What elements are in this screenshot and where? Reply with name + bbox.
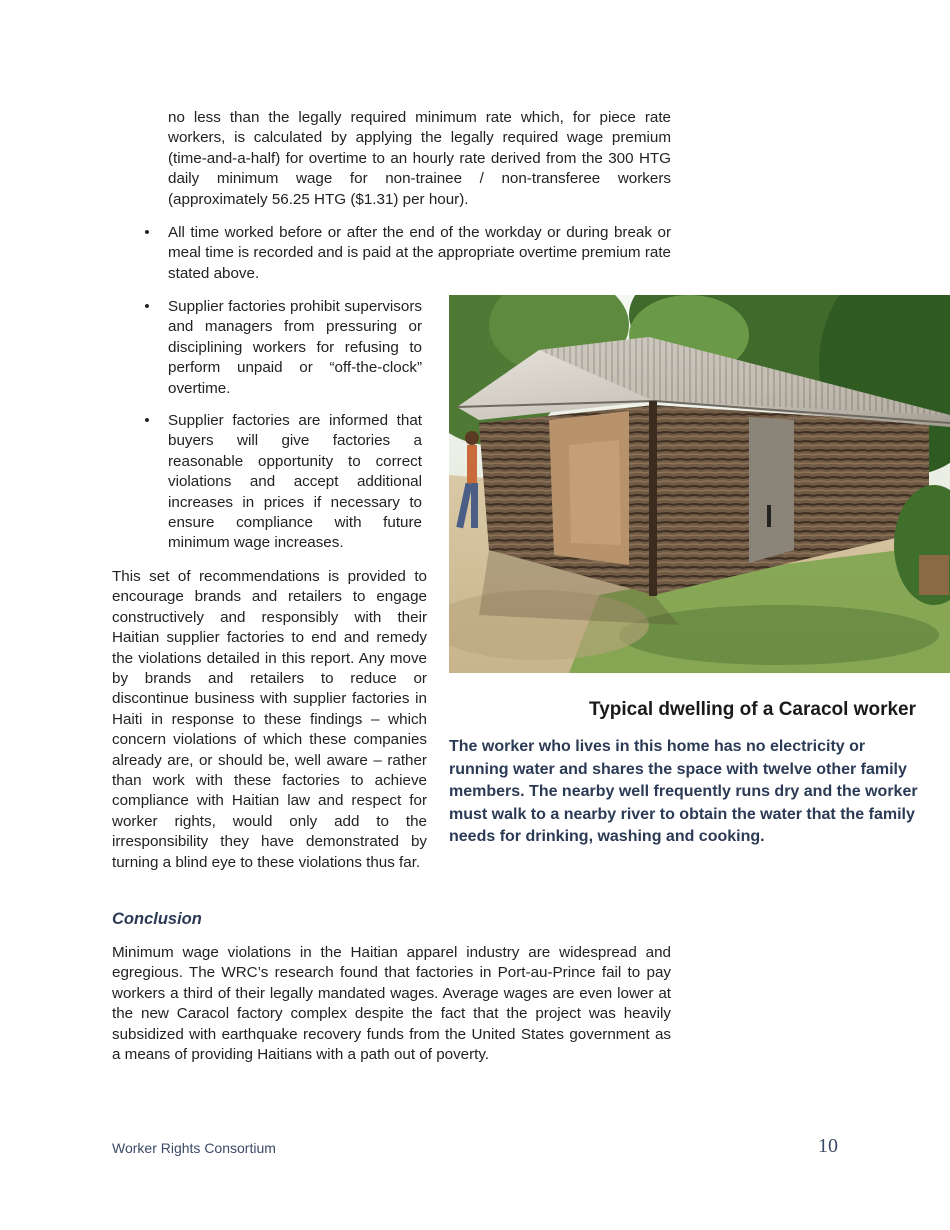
page-number: 10 xyxy=(818,1135,838,1157)
section-heading: Conclusion xyxy=(112,910,202,928)
recommendations-paragraph: This set of recommendations is provided to encourage brands and retailers to engage constructively and responsibly with their Haitian supplier factories to end and remedy the violations detailed in this report. Any move by brands and retailers to reduce or discontinue business with supplier factories in Haiti in response to these findings – which concern violations of which these companies already are, or should be, well aware – rather than work with these factories to achieve compliance with Haitian law and respect for worker rights, would only add to the irresponsibility they have demonstrated by turning a blind eye to these violations thus far. xyxy=(112,568,427,871)
figure-title: Typical dwelling of a Caracol worker xyxy=(589,699,916,720)
bullet-text: Supplier factories are informed that buyers will give factories a reasonable opportunity to correct violations and accept additional increases in prices if necessary to ensure compliance with future minimum wage increases. xyxy=(168,412,422,552)
bullet-item xyxy=(144,223,671,284)
bullet-item xyxy=(144,411,422,554)
bullet-item xyxy=(144,297,422,399)
continuation-paragraph: no less than the legally required minimum rate which, for piece rate workers, is calculated by applying the legally required wage premium (time-and-a-half) for overtime to an hourly rate derived from the 300 HTG daily minimum wage for non-trainee / non-transferee workers (approximately 56.25 HTG ($1.31) per hour). xyxy=(168,109,671,208)
bullet-text: All time worked before or after the end of the workday or during break or meal time is recorded and is paid at the appropriate overtime premium rate stated above. xyxy=(168,224,671,282)
bullet-marker: • xyxy=(144,412,150,429)
bullet-text: Supplier factories prohibit supervisors and managers from pressuring or disciplining workers for refusing to perform unpaid or “off-the-clock” overtime. xyxy=(168,298,422,397)
bullet-marker: • xyxy=(144,298,150,315)
figure-caption: The worker who lives in this home has no electricity or running water and shares the space with twelve other family members. The nearby well frequently runs dry and the worker must walk to a nearby river to obtain the water that the family needs for drinking, washing and cooking. xyxy=(449,738,918,845)
dwelling-photo xyxy=(449,295,950,673)
dwelling-illustration xyxy=(449,295,950,673)
bullet-marker: • xyxy=(144,224,150,241)
conclusion-paragraph: Minimum wage violations in the Haitian apparel industry are widespread and egregious. The WRC’s research found that factories in Port-au-Prince fail to pay workers a third of their legally mandated wages. Average wages are even lower at the new Caracol factory complex despite the fact that the project was heavily subsidized with earthquake recovery funds from the United States government as a means of providing Haitians with a path out of poverty. xyxy=(112,944,671,1064)
footer-organization: Worker Rights Consortium xyxy=(112,1140,276,1156)
